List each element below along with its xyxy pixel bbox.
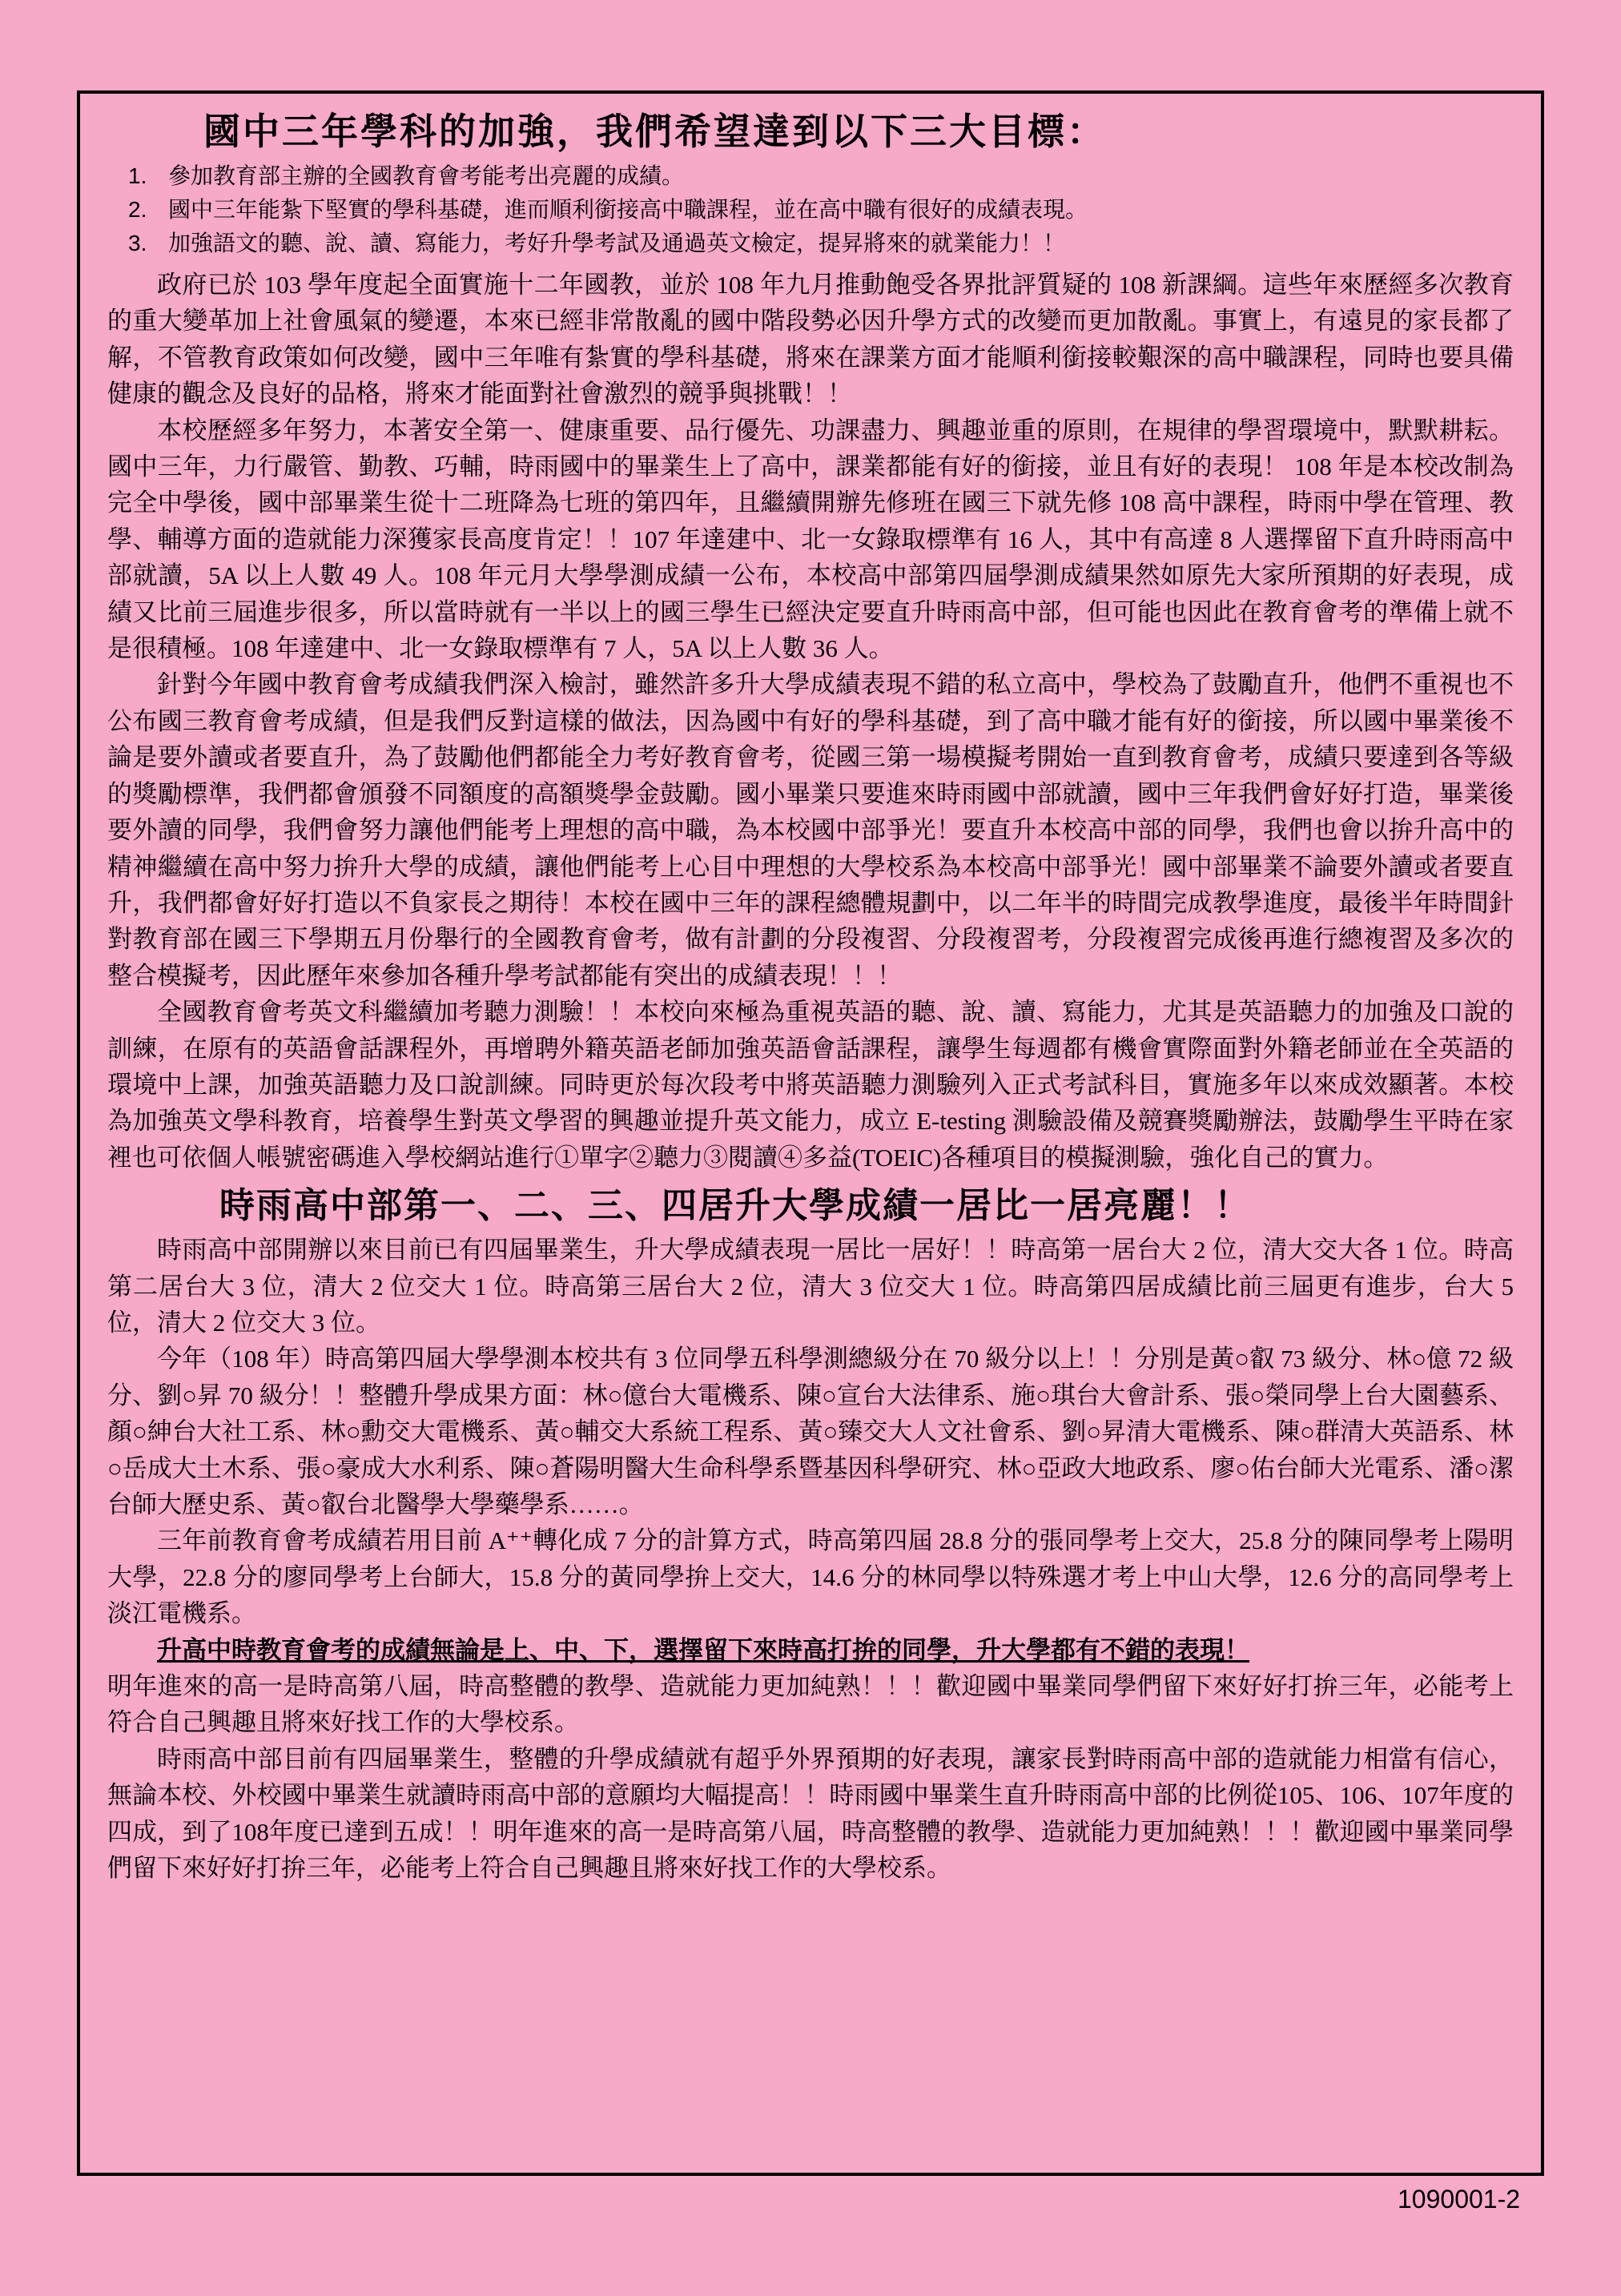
paragraph-results-summary: 時雨高中部開辦以來目前已有四屆畢業生，升大學成績表現一居比一居好！！時高第一居台大 2 位，清大交大各 1 位。時高第二居台大 3 位，清大 2 位交大 1 位。時高第三居台大 2 位，清大 3 位交大 1 位。時高第四居成績比前三屆更有進步，台大 5 位，清大 2 位交大 3 位。 <box>107 1236 1514 1337</box>
goal-number: 1. <box>128 163 147 188</box>
section-heading-results: 時雨高中部第一、二、三、四居升大學成績一居比一居亮麗！！ <box>219 1185 1251 1227</box>
goal-text: 參加教育部主辦的全國教育會考能考出亮麗的成績。 <box>168 164 685 189</box>
goals-list <box>107 159 1514 260</box>
paragraph-school-history: 本校歷經多年努力，本著安全第一、健康重要、品行優先、功課盡力、興趣並重的原則，在規律的學習環境中，默默耕耘。國中三年，力行嚴管、勤教、巧輔，時雨國中的畢業生上了高中，課業都能有好的銜接，並且有好的表現！ 108 年是本校改制為完全中學後，國中部畢業生從十二班降為七班的第四年，且繼續開辦先修班在國三下就先修 108 高中課程，時雨中學在管理、教學、輔導方面的造就能力深獲家長高度肯定！！107 年達建中、北一女錄取標準有 16 人，其中有高達 8 人選擇留下直升時雨高中部就讀，5A 以上人數 49 人。108 年元月大學學測成績一公布，本校高中部第四屆學測成績果然如原先大家所預期的好表現，成績又比前三屆進步很多，所以當時就有一半以上的國三學生已經決定要直升時雨高中部，但可能也因此在教育會考的準備上就不是很積極。108 年達建中、北一女錄取標準有 7 人，5A 以上人數 36 人。 <box>107 416 1514 663</box>
page-number: 1090001-2 <box>1398 2185 1521 2214</box>
paragraph-final: 時雨高中部目前有四屆畢業生，整體的升學成績就有超乎外界預期的好表現，讓家長對時雨高中部的造就能力相當有信心，無論本校、外校國中畢業生就讀時雨高中部的意願均大幅提高！！時雨國中畢業生直升時雨高中部的比例從105、106、107年度的四成，到了108年度已達到五成！！明年進來的高一是時高第八屆，時高整體的教學、造就能力更加純熟！！！歡迎國中畢業同學們留下來好好打拚三年，必能考上符合自己興趣且將來好找工作的大學校系。 <box>107 1744 1514 1883</box>
goal-text: 國中三年能紮下堅實的學科基礎，進而順利銜接高中職課程，並在高中職有很好的成績表現。 <box>168 198 1088 223</box>
paragraph-policy: 政府已於 103 學年度起全面實施十二年國教，並於 108 年九月推動飽受各界批評質疑的 108 新課綱。這些年來歷經多次教育的重大變革加上社會風氣的變遷，本來已經非常散亂的國中階段勢必因升學方式的改變而更加散亂。事實上，有遠見的家長都了解，不管教育政策如何改變，國中三年唯有紮實的學科基礎，將來在課業方面才能順利銜接較艱深的高中職課程，同時也要具備健康的觀念及良好的品格，將來才能面對社會激烈的競爭與挑戰！！ <box>107 271 1514 408</box>
paragraph-results-detail: 今年（108 年）時高第四屆大學學測本校共有 3 位同學五科學測總級分在 70 級分以上！！分別是黃○叡 73 級分、林○億 72 級分、劉○昇 70 級分！！整體升學成果方面：林○億台大電機系、陳○宣台大法律系、施○琪台大會計系、張○榮同學上台大園藝系、顏○紳台大社工系、林○勳交大電機系、黃○輔交大系統工程系、黃○臻交大人文社會系、劉○昇清大電機系、陳○群清大英語系、林○岳成大土木系、張○豪成大水利系、陳○蒼陽明醫大生命科學系暨基因科學研究、林○亞政大地政系、廖○佑台師大光電系、潘○潔台師大歷史系、黃○叡台北醫學大學藥學系……。 <box>107 1345 1514 1518</box>
bordered-content-frame <box>77 90 1544 2176</box>
paragraph-exam-review: 針對今年國中教育會考成績我們深入檢討，雖然許多升大學成績表現不錯的私立高中，學校為了鼓勵直升，他們不重視也不公布國三教育會考成績，但是我們反對這樣的做法，因為國中有好的學科基礎，到了高中職才能有好的銜接，所以國中畢業後不論是要外讀或者要直升，為了鼓勵他們都能全力考好教育會考，從國三第一場模擬考開始一直到教育會考，成績只要達到各等級的獎勵標準，我們都會頒發不同額度的高額獎學金鼓勵。國小畢業只要進來時雨國中部就讀，國中三年我們會好好打造，畢業後要外讀的同學，我們會努力讓他們能考上理想的高中職，為本校國中部爭光！要直升本校高中部的同學，我們也會以拚升高中的精神繼續在高中努力拚升大學的成績，讓他們能考上心目中理想的大學校系為本校高中部爭光！國中部畢業不論要外讀或者要直升，我們都會好好打造以不負家長之期待！本校在國中三年的課程總體規劃中，以二年半的時間完成教學進度，最後半年時間針對教育部在國三下學期五月份舉行的全國教育會考，做有計劃的分段複習、分段複習考，分段複習完成後再進行總複習及多次的整合模擬考，因此歷年來參加各種升學考試都能有突出的成績表現！！！ <box>107 670 1514 990</box>
paragraph-score-conversion: 三年前教育會考成績若用目前 A⁺⁺轉化成 7 分的計算方式，時高第四屆 28.8 分的張同學考上交大，25.8 分的陳同學考上陽明大學，22.8 分的廖同學考上台師大，15.8 分的黃同學拚上交大，14.6 分的林同學以特殊選才考上中山大學，12.6 分的高同學考上淡江電機系。 <box>107 1526 1514 1628</box>
goal-number: 2. <box>128 197 147 222</box>
goal-item <box>128 159 1514 193</box>
paragraph-english: 全國教育會考英文科繼續加考聽力測驗！！本校向來極為重視英語的聽、說、讀、寫能力，尤其是英語聽力的加強及口說的訓練，在原有的英語會話課程外，再增聘外籍英語老師加強英語會話課程，讓學生每週都有機會實際面對外籍老師並在全英語的環境中上課，加強英語聽力及口說訓練。同時更於每次段考中將英語聽力測驗列入正式考試科目，實施多年以來成效顯著。本校為加強英文學科教育，培養學生對英文學習的興趣並提升英文能力，成立 E-testing 測驗設備及競賽獎勵辦法，鼓勵學生平時在家裡也可依個人帳號密碼進入學校網站進行①單字②聽力③閱讀④多益(TOEIC)各種項目的模擬測驗，強化自己的實力。 <box>107 998 1514 1172</box>
paragraph-welcome: 明年進來的高一是時高第八屆，時高整體的教學、造就能力更加純熟！！！歡迎國中畢業同學們留下來好好打拚三年，必能考上符合自己興趣且將來好找工作的大學校系。 <box>107 1672 1514 1737</box>
main-heading: 國中三年學科的加強，我們希望達到以下三大目標： <box>203 110 1106 153</box>
goal-number: 3. <box>128 231 147 255</box>
goal-text: 加強語文的聽、說、讀、寫能力，考好升學考試及通過英文檢定，提昇將來的就業能力！！ <box>168 231 1066 256</box>
goal-item <box>128 227 1514 260</box>
highlight-statement: 升高中時教育會考的成績無論是上、中、下，選擇留下來時高打拚的同學，升大學都有不錯的表現！ <box>157 1635 1249 1664</box>
goal-item <box>128 193 1514 227</box>
